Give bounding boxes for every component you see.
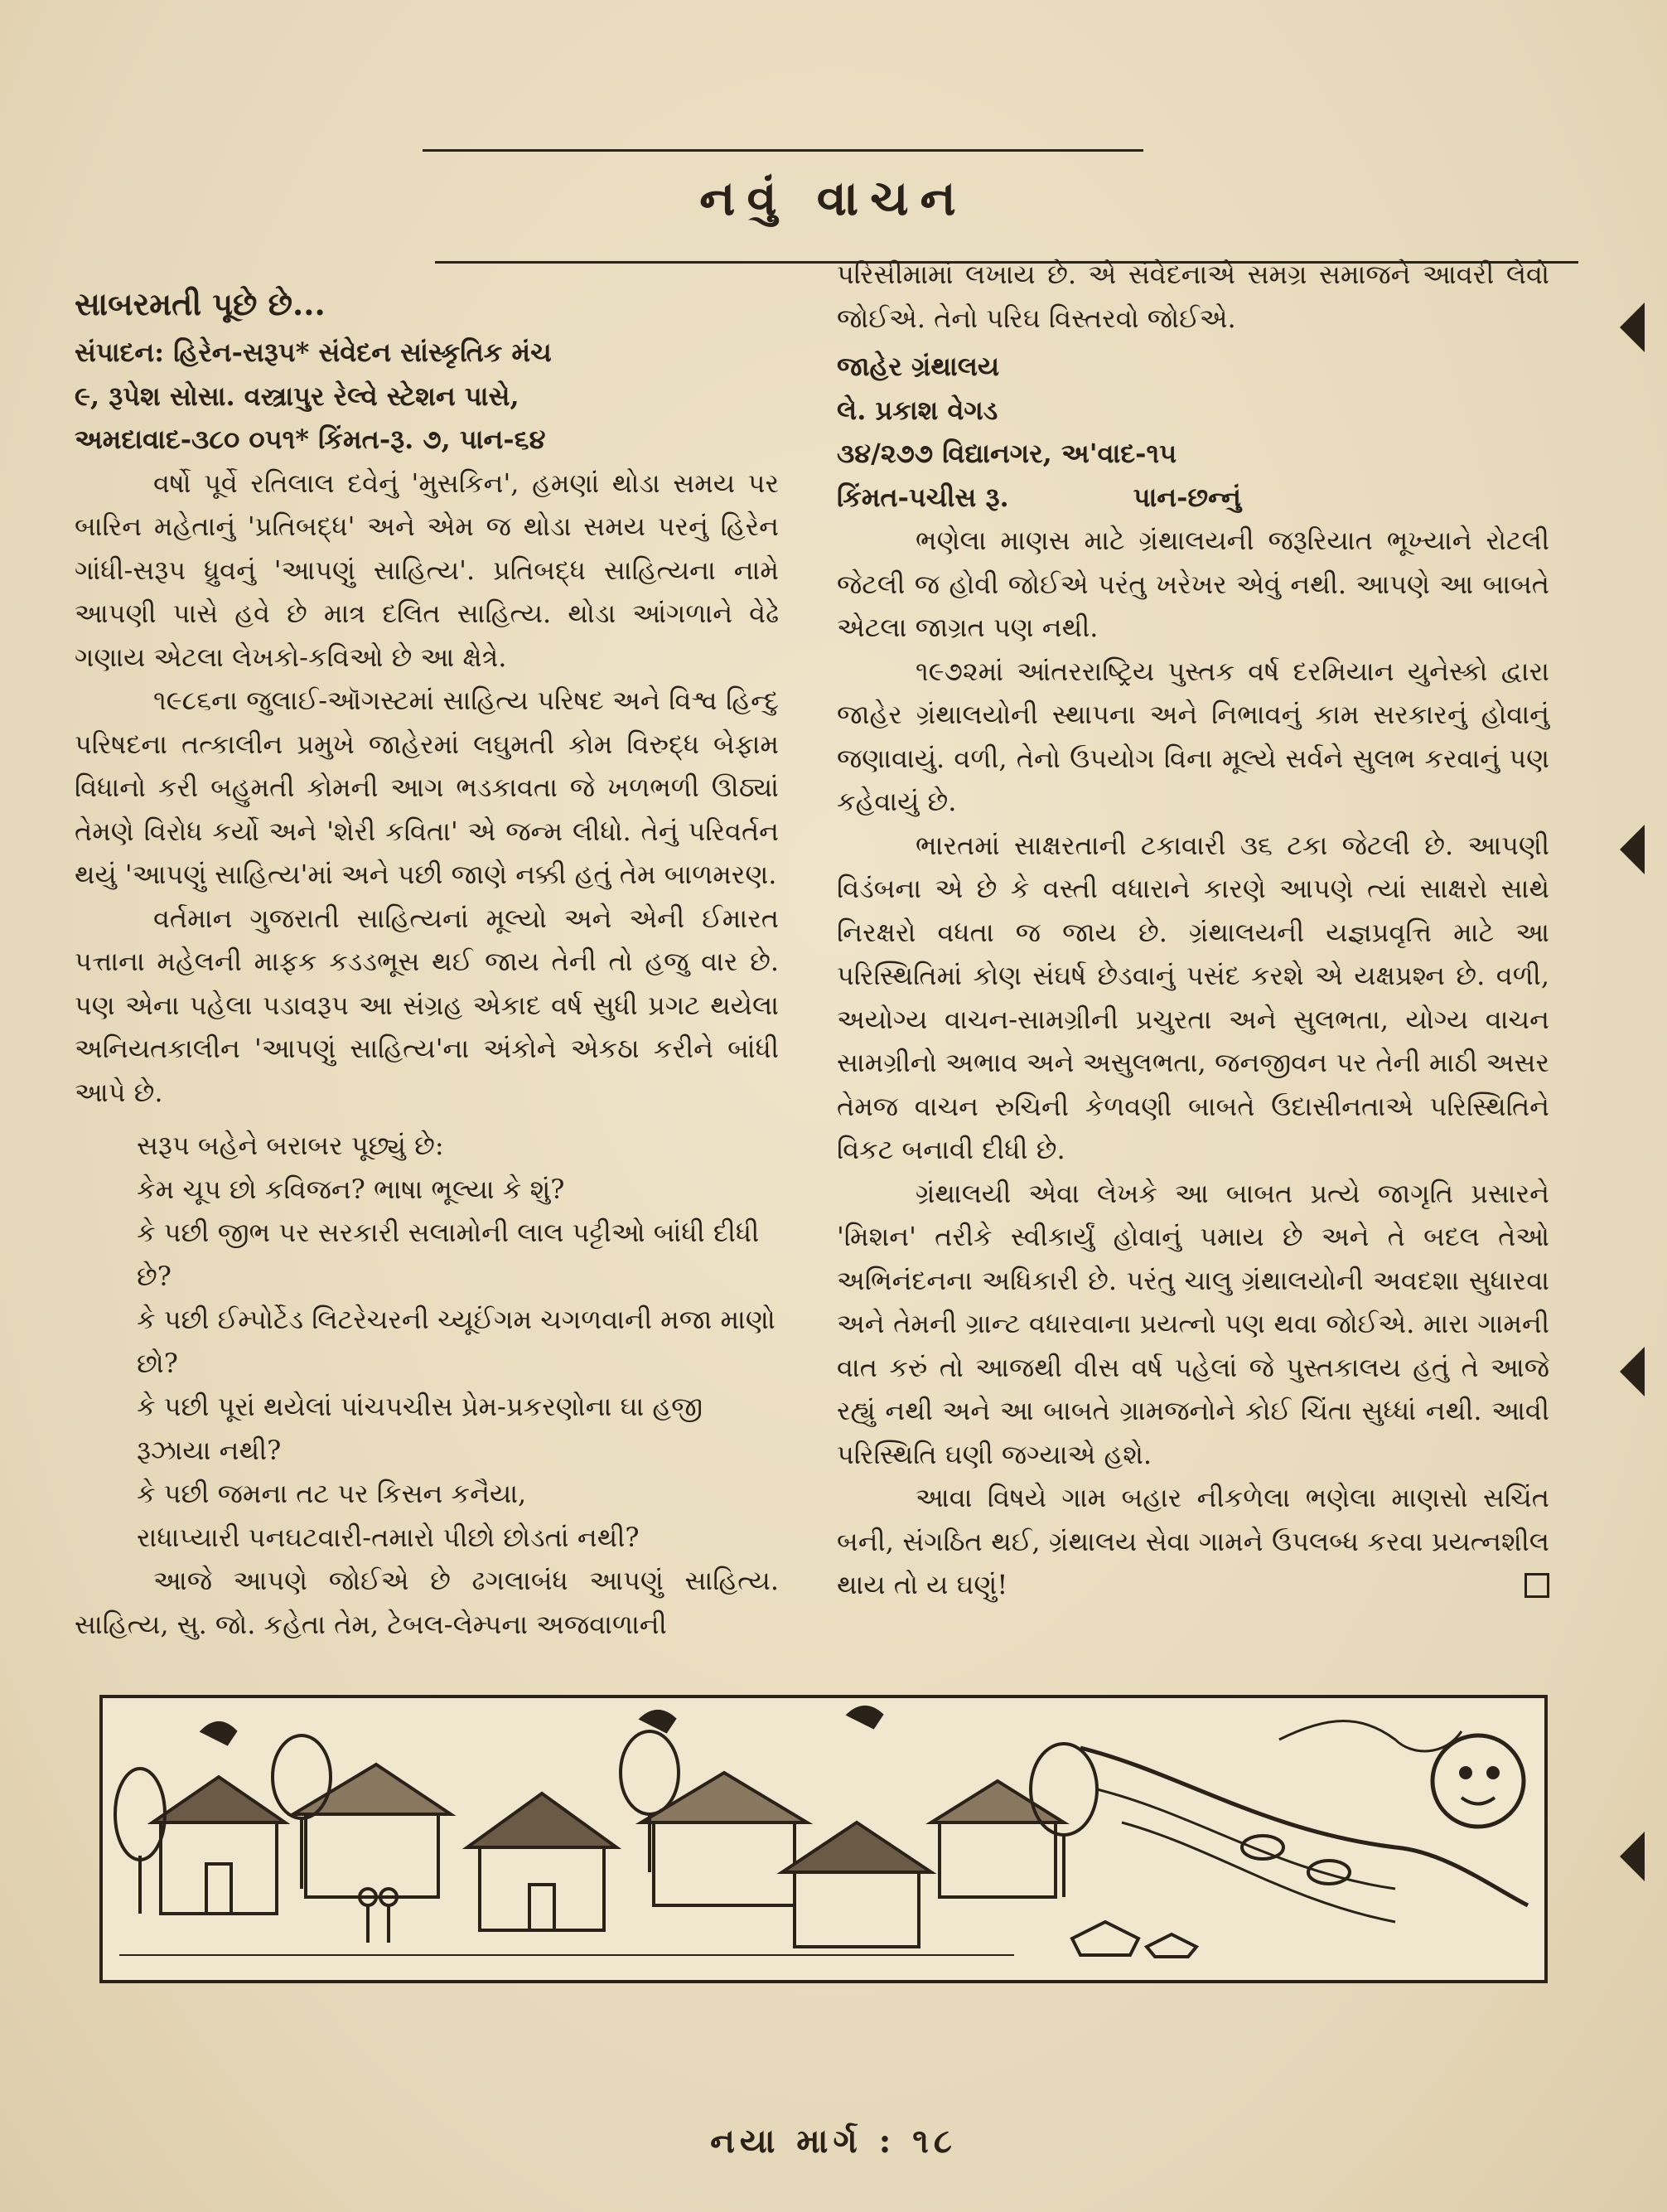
right-paragraph-5	[837, 1476, 1549, 1607]
torn-edge-icon	[1611, 303, 1645, 352]
verse-intro: સરૂપ બહેને બરાબર પૂછ્યું છે:	[137, 1130, 444, 1161]
right-meta-line-2: ૩૪/૨૭૭ વિદ્યાનગર, અ'વાદ-૧૫	[837, 438, 1177, 469]
verse-line-6: રાધાપ્યારી પનઘટવારી-તમારો પીછો છોડતાં નથી?	[137, 1521, 640, 1553]
left-book-title: સાબરમતી પૂછે છે...	[75, 285, 326, 322]
right-paragraph-2: ૧૯૭૨માં આંતરરાષ્ટ્રિય પુસ્તક વર્ષ દરમિયાન યુનેસ્કો દ્વારા જાહેર ગ્રંથાલયોની સ્થાપના અને નિભાવનું કામ સરકારનું હોવાનું જણાવાયું. વળી, તેનો ઉપયોગ વિના મૂલ્યે સર્વને સુલભ કરવાનું પણ કહેવાયું છે.	[837, 655, 1549, 817]
right-paragraph-3: ભારતમાં સાક્ષરતાની ટકાવારી ૩૬ ટકા જેટલી છે. આપણી વિડંબના એ છે કે વસ્તી વધારાને કારણે આપણે ત્યાં સાક્ષરો સાથે નિરક્ષરો વધતા જ જાય છે. ગ્રંથાલયની યજ્ઞપ્રવૃત્તિ માટે આ પરિસ્થિતિમાં કોણ સંઘર્ષ છેડવાનું પસંદ કરશે એ યક્ષપ્રશ્ન છે. વળી, અયોગ્ય વાચન-સામગ્રીની પ્રચુરતા અને સુલભતા, યોગ્ય વાચન સામગ્રીનો અભાવ અને અસુલભતા, જનજીવન પર તેની માઠી અસર તેમજ વાચન રુચિની કેળવણી બાબતે ઉદાસીનતાએ પરિસ્થિતિને વિકટ બનાવી દીધી છે.	[837, 829, 1549, 1165]
right-paragraph-1: ભણેલા માણસ માટે ગ્રંથાલયની જરૂરિયાત ભૂખ્યાને રોટલી જેટલી જ હોવી જોઈએ પરંતુ ખરેખર એવું નથી. આપણે આ બાબતે એટલા જાગ્રત પણ નથી.	[837, 525, 1549, 643]
sun-icon	[1433, 1735, 1524, 1827]
fish-icon	[1242, 1836, 1283, 1859]
end-mark-icon	[1524, 1573, 1549, 1598]
torn-edge-icon	[1611, 825, 1645, 874]
tree-icon	[1031, 1744, 1097, 1897]
price: કિંમત-પચીસ રૂ.	[837, 481, 1009, 513]
village-woodcut-icon	[99, 1695, 1548, 1983]
bird-icon	[202, 1723, 235, 1744]
right-meta-line-1: લે. પ્રકાશ વેગડ	[837, 394, 998, 426]
hut-icon	[931, 1781, 1064, 1897]
verse-line-5: કે પછી જમના તટ પર કિસન કનૈયા,	[137, 1478, 527, 1509]
left-meta-line-3: અમદાવાદ-૩૮૦ ૦૫૧* કિંમત-રૂ. ૭, પાન-૬૪	[75, 424, 546, 455]
animal-icon	[1072, 1922, 1138, 1955]
tree-icon	[621, 1731, 679, 1872]
hut-icon	[641, 1773, 807, 1905]
verse-line-3: કે પછી ઈમ્પોર્ટેડ લિટરેચરની ચ્યૂઈંગમ ચગળવાની મજા માણો છો?	[137, 1304, 776, 1379]
right-book-title: જાહેર ગ્રંથાલય	[837, 351, 1000, 382]
fish-icon	[1308, 1861, 1350, 1884]
section-title: નવું વાચન	[699, 170, 968, 226]
top-rule	[423, 149, 1143, 152]
verse-line-4: કે પછી પૂરાં થયેલાં પાંચપચીસ પ્રેમ-પ્રકરણોના ઘા હજી રૂઝાયા નથી?	[137, 1391, 703, 1466]
left-paragraph-2: ૧૯૮૬ના જુલાઈ-ઑગસ્ટમાં સાહિત્ય પરિષદ અને વિશ્વ હિન્દુ પરિષદના તત્કાલીન પ્રમુખે જાહેરમાં લઘુમતી કોમ વિરુદ્ધ બેફામ વિધાનો કરી બહુમતી કોમની આગ ભડકાવતા જે ખળભળી ઊઠ્યાં તેમણે વિરોધ કર્યો અને 'શેરી કવિતા' એ જન્મ લીધો. તેનું પરિવર્તન થયું 'આપણું સાહિત્ય'માં અને પછી જાણે નક્કી હતું તેમ બાળમરણ.	[75, 685, 779, 890]
right-column	[837, 253, 1549, 1607]
hut-icon	[152, 1777, 285, 1914]
verse-line-1: કેમ ચૂપ છો કવિજન? ભાષા ભૂલ્યા કે શું?	[137, 1173, 565, 1205]
right-paragraph-5-text: આવા વિષયે ગામ બહાર નીકળેલા ભણેલા માણસો સચિંત બની, સંગઠિત થઈ, ગ્રંથાલય સેવા ગામને ઉપલબ્ધ કરવા પ્રયત્નશીલ થાય તો ય ઘણું!	[837, 1482, 1549, 1600]
bird-icon	[848, 1707, 882, 1727]
left-meta-line-2: ૯, રૂપેશ સોસા. વસ્ત્રાપુર રેલ્વે સ્ટેશન પાસે,	[75, 380, 519, 412]
left-meta-line-1: સંપાદન: હિરેન-સરૂપ* સંવેદન સાંસ્કૃતિક મંચ	[75, 336, 552, 368]
village-illustration-svg	[103, 1698, 1544, 1980]
left-paragraph-3: વર્તમાન ગુજરાતી સાહિત્યનાં મૂલ્યો અને એની ઈમારત પત્તાના મહેલની માફક કડડભૂસ થઈ જાય તેની તો હજુ વાર છે. પણ એના પહેલા પડાવરૂપ આ સંગ્રહ એકાદ વર્ષ સુધી પ્રગટ થયેલા અનિયતકાલીન 'આપણું સાહિત્ય'ના અંકોને એકઠા કરીને બાંધી આપે છે.	[75, 902, 779, 1108]
left-paragraph-1: વર્ષો પૂર્વે રતિલાલ દવેનું 'મુસકિન', હમણાં થોડા સમય પર બારિન મહેતાનું 'પ્રતિબદ્ધ' અને એમ જ થોડા સમય પરનું હિરેન ગાંધી-સરૂપ ધ્રુવનું 'આપણું સાહિત્ય'. પ્રતિબદ્ધ સાહિત્યના નામે આપણી પાસે હવે છે માત્ર દલિત સાહિત્ય. થોડા આંગળાને વેઢે ગણાય એટલા લેખકો-કવિઓ છે આ ક્ષેત્રે.	[75, 467, 779, 673]
tree-icon	[115, 1769, 165, 1914]
bird-icon	[641, 1711, 674, 1731]
page-footer: નયા માર્ગ : ૧૮	[710, 2122, 957, 2161]
left-column	[75, 278, 779, 1646]
torn-edge-icon	[1611, 1832, 1645, 1881]
hut-icon	[467, 1793, 616, 1930]
price-line	[837, 476, 1549, 520]
animal-icon	[1147, 1934, 1196, 1957]
hut-icon	[782, 1822, 931, 1947]
left-closing: આજે આપણે જોઈએ છે ઢગલાબંધ આપણું સાહિત્ય. સાહિત્ય, સુ. જો. કહેતા તેમ, ટેબલ-લેમ્પના અજવાળાની	[75, 1565, 779, 1640]
torn-edge-icon	[1611, 1347, 1645, 1396]
page-count: પાન-છન્નું	[1133, 481, 1242, 513]
right-opening: પરિસીમામાં લખાય છે. એ સંવેદનાએ સમગ્ર સમાજને આવરી લેવો જોઈએ. તેનો પરિઘ વિસ્તરવો જોઈએ.	[837, 259, 1549, 334]
verse-line-2: કે પછી જીભ પર સરકારી સલામોની લાલ પટ્ટીઓ બાંધી દીધી છે?	[137, 1217, 760, 1292]
right-paragraph-4: ગ્રંથાલયી એવા લેખકે આ બાબત પ્રત્યે જાગૃતિ પ્રસારને 'મિશન' તરીકે સ્વીકાર્યું હોવાનું પમાય છે અને તે બદલ તેઓ અભિનંદનના અધિકારી છે. પરંતુ ચાલુ ગ્રંથાલયોની અવદશા સુધારવા અને તેમની ગ્રાન્ટ વધારવાના પ્રયત્નો પણ થવા જોઈએ. મારા ગામની વાત કરું તો આજથી વીસ વર્ષ પહેલાં જે પુસ્તકાલય હતું તે આજે રહ્યું નથી અને આ બાબતે ગ્રામજનોને કોઈ ચિંતા સુધ્ધાં નથી. આવી પરિસ્થિતિ ઘણી જગ્યાએ હશે.	[837, 1177, 1549, 1470]
hut-icon	[293, 1764, 451, 1897]
